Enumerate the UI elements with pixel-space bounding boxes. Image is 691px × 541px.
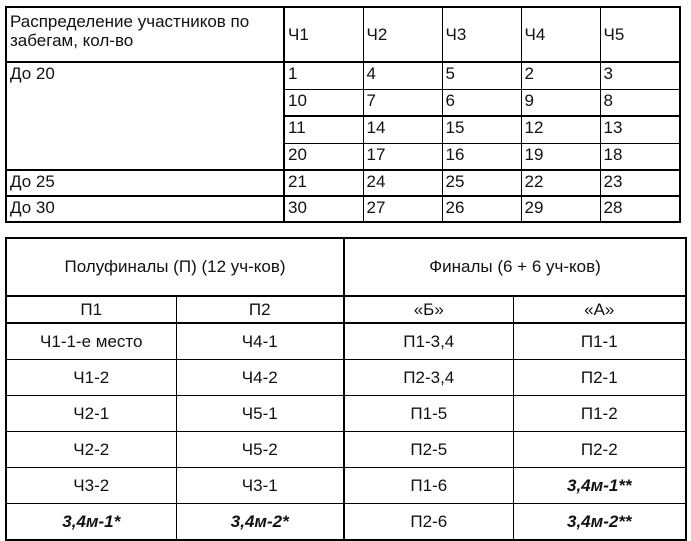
table-cell: 26 [442,196,521,222]
table-cell: П1-2 [513,396,686,432]
table-cell: 8 [600,89,680,116]
table-cell: П2-5 [344,432,513,468]
sub-header-final-b: «Б» [344,296,513,323]
heat-header-5: Ч5 [600,7,680,62]
table-cell: 5 [442,62,521,89]
table-cell: 12 [521,116,600,143]
table-cell: 27 [363,196,442,222]
table-cell: 25 [442,170,521,196]
group-label-25: До 25 [6,170,284,196]
group-label-20: До 20 [6,62,284,170]
table-cell: П2-2 [513,432,686,468]
table-cell: 4 [363,62,442,89]
heat-header-4: Ч4 [521,7,600,62]
semifinals-finals-table [5,237,687,541]
group-label-30: До 30 [6,196,284,222]
heat-distribution-table [5,6,681,223]
table-cell: П1-6 [344,468,513,504]
table-cell: 23 [600,170,680,196]
finals-header: Финалы (6 + 6 уч-ков) [344,238,686,296]
table-cell: П2-3,4 [344,360,513,396]
table-cell: Ч4-1 [176,323,344,360]
table-cell: Ч2-1 [6,396,176,432]
table-cell: 3 [600,62,680,89]
table-cell: Ч5-2 [176,432,344,468]
table-cell: Ч1-2 [6,360,176,396]
table-cell: П2-6 [344,504,513,541]
table-cell: 13 [600,116,680,143]
table-cell: 2 [521,62,600,89]
heat-header-3: Ч3 [442,7,521,62]
table-cell: 10 [284,89,363,116]
table-cell: 22 [521,170,600,196]
table-cell: 7 [363,89,442,116]
table-cell: 15 [442,116,521,143]
table-cell: 20 [284,143,363,170]
table-cell: 17 [363,143,442,170]
table-cell: П2-1 [513,360,686,396]
table-cell: 11 [284,116,363,143]
table-cell: 24 [363,170,442,196]
heat-header-1: Ч1 [284,7,363,62]
table-cell: 28 [600,196,680,222]
table-cell: 3,4м-1** [513,468,686,504]
distribution-header-label: Распределение участников по забегам, кол-во [6,7,284,62]
table-cell: 19 [521,143,600,170]
table-cell: 14 [363,116,442,143]
table-cell: 18 [600,143,680,170]
table-cell: П1-5 [344,396,513,432]
table-cell: Ч1-1-е место [6,323,176,360]
table-cell: 3,4м-1* [6,504,176,541]
table-cell: П1-1 [513,323,686,360]
semifinals-header: Полуфиналы (П) (12 уч-ков) [6,238,344,296]
table-cell: 16 [442,143,521,170]
table-cell: Ч4-2 [176,360,344,396]
table-cell: 9 [521,89,600,116]
table-cell: 3,4м-2** [513,504,686,541]
table-cell: Ч2-2 [6,432,176,468]
table-cell: 21 [284,170,363,196]
table-cell: Ч5-1 [176,396,344,432]
heat-header-2: Ч2 [363,7,442,62]
table-cell: 1 [284,62,363,89]
sub-header-p2: П2 [176,296,344,323]
table-cell: 6 [442,89,521,116]
table-cell: 29 [521,196,600,222]
sub-header-final-a: «А» [513,296,686,323]
table-cell: 30 [284,196,363,222]
table-cell: Ч3-1 [176,468,344,504]
sub-header-p1: П1 [6,296,176,323]
table-cell: П1-3,4 [344,323,513,360]
table-cell: 3,4м-2* [176,504,344,541]
table-cell: Ч3-2 [6,468,176,504]
